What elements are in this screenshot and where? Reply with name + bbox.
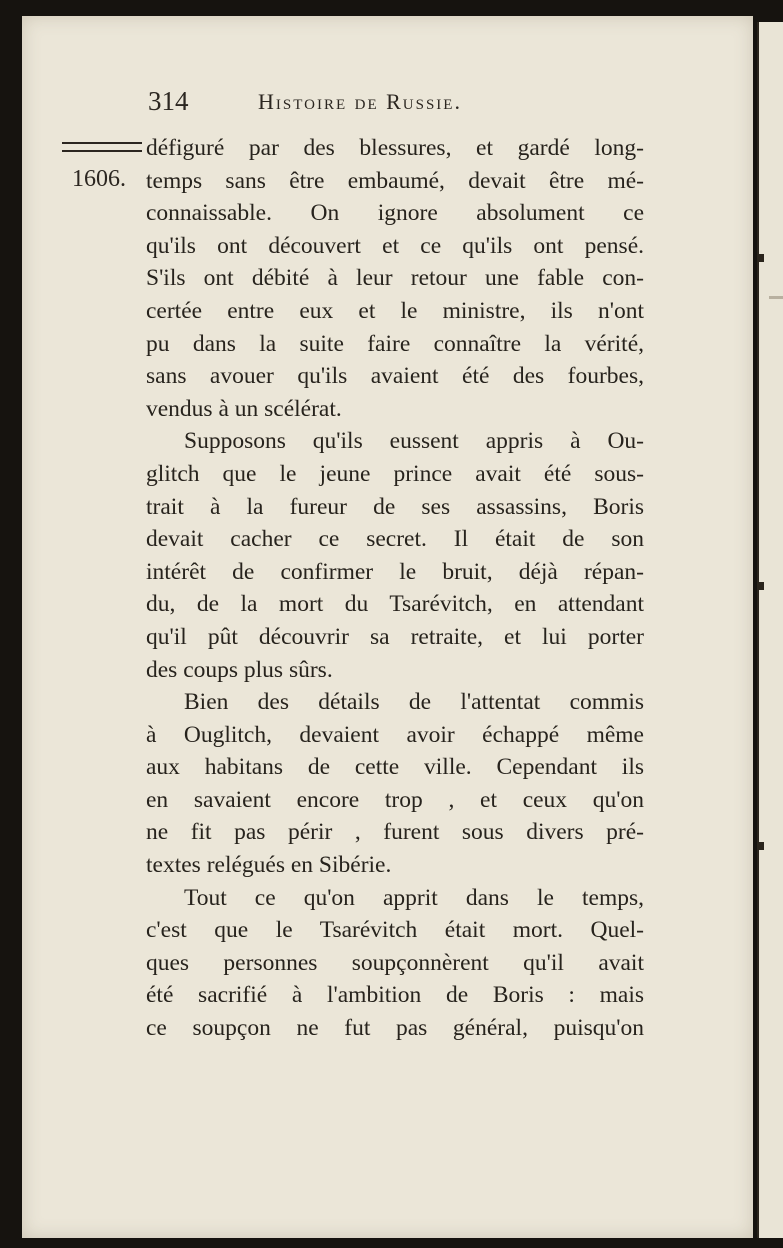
- page-number: 314: [148, 86, 189, 116]
- text-line: c'est que le Tsarévitch était mort. Quel-: [146, 917, 644, 944]
- text-line: défiguré par des blessures, et gardé long-: [146, 135, 644, 161]
- text-line: trait à la fureur de ses assassins, Boris: [146, 493, 644, 520]
- text-line: Supposons qu'ils eussent appris à Ou-: [184, 428, 644, 455]
- text-line: intérêt de confirmer le bruit, déjà répan-: [146, 558, 644, 585]
- text-line: glitch que le jeune prince avait été sous-: [146, 460, 644, 487]
- text-line: des coups plus sûrs.: [146, 656, 333, 683]
- margin-year: 1606.: [72, 166, 126, 192]
- edge-dash: [769, 296, 783, 299]
- text-line: été sacrifié à l'ambition de Boris : mais: [146, 982, 644, 1009]
- text-line: qu'ils ont découvert et ce qu'ils ont pensé.: [146, 232, 644, 259]
- running-title: Histoire de Russie.: [258, 89, 462, 114]
- margin-rule: [62, 142, 142, 152]
- edge-mark: [759, 254, 764, 262]
- edge-mark: [759, 842, 764, 850]
- text-line: ques personnes soupçonnèrent qu'il avait: [146, 949, 644, 976]
- text-line: S'ils ont débité à leur retour une fable con-: [146, 265, 644, 292]
- text-line: Bien des détails de l'attentat commis: [184, 689, 644, 716]
- text-line: en savaient encore trop , et ceux qu'on: [146, 786, 644, 813]
- text-line: textes relégués en Sibérie.: [146, 852, 392, 879]
- body-text: [146, 132, 644, 1045]
- text-line: à Ouglitch, devaient avoir échappé même: [146, 721, 644, 748]
- text-line: ne fit pas périr , furent sous divers pré-: [146, 819, 644, 846]
- text-line: devait cacher ce secret. Il était de son: [146, 526, 644, 553]
- text-line: qu'il pût découvrir sa retraite, et lui porter: [146, 623, 644, 650]
- text-line: certée entre eux et le ministre, ils n'ont: [146, 297, 644, 324]
- text-line: Tout ce qu'on apprit dans le temps,: [184, 884, 644, 911]
- text-line: connaissable. On ignore absolument ce: [146, 200, 644, 227]
- text-line: pu dans la suite faire connaître la vérité,: [146, 330, 644, 357]
- text-line: sans avouer qu'ils avaient été des fourbes,: [146, 363, 644, 390]
- text-line: aux habitans de cette ville. Cependant ils: [146, 754, 644, 781]
- text-line: du, de la mort du Tsarévitch, en attendant: [146, 591, 644, 618]
- page-header: [148, 86, 648, 116]
- text-line: temps sans être embaumé, devait être mé-: [146, 167, 644, 194]
- text-line: vendus à un scélérat.: [146, 395, 342, 422]
- adjacent-page-edge: [757, 22, 783, 1238]
- edge-mark: [759, 582, 764, 590]
- text-line: ce soupçon ne fut pas général, puisqu'on: [146, 1015, 644, 1042]
